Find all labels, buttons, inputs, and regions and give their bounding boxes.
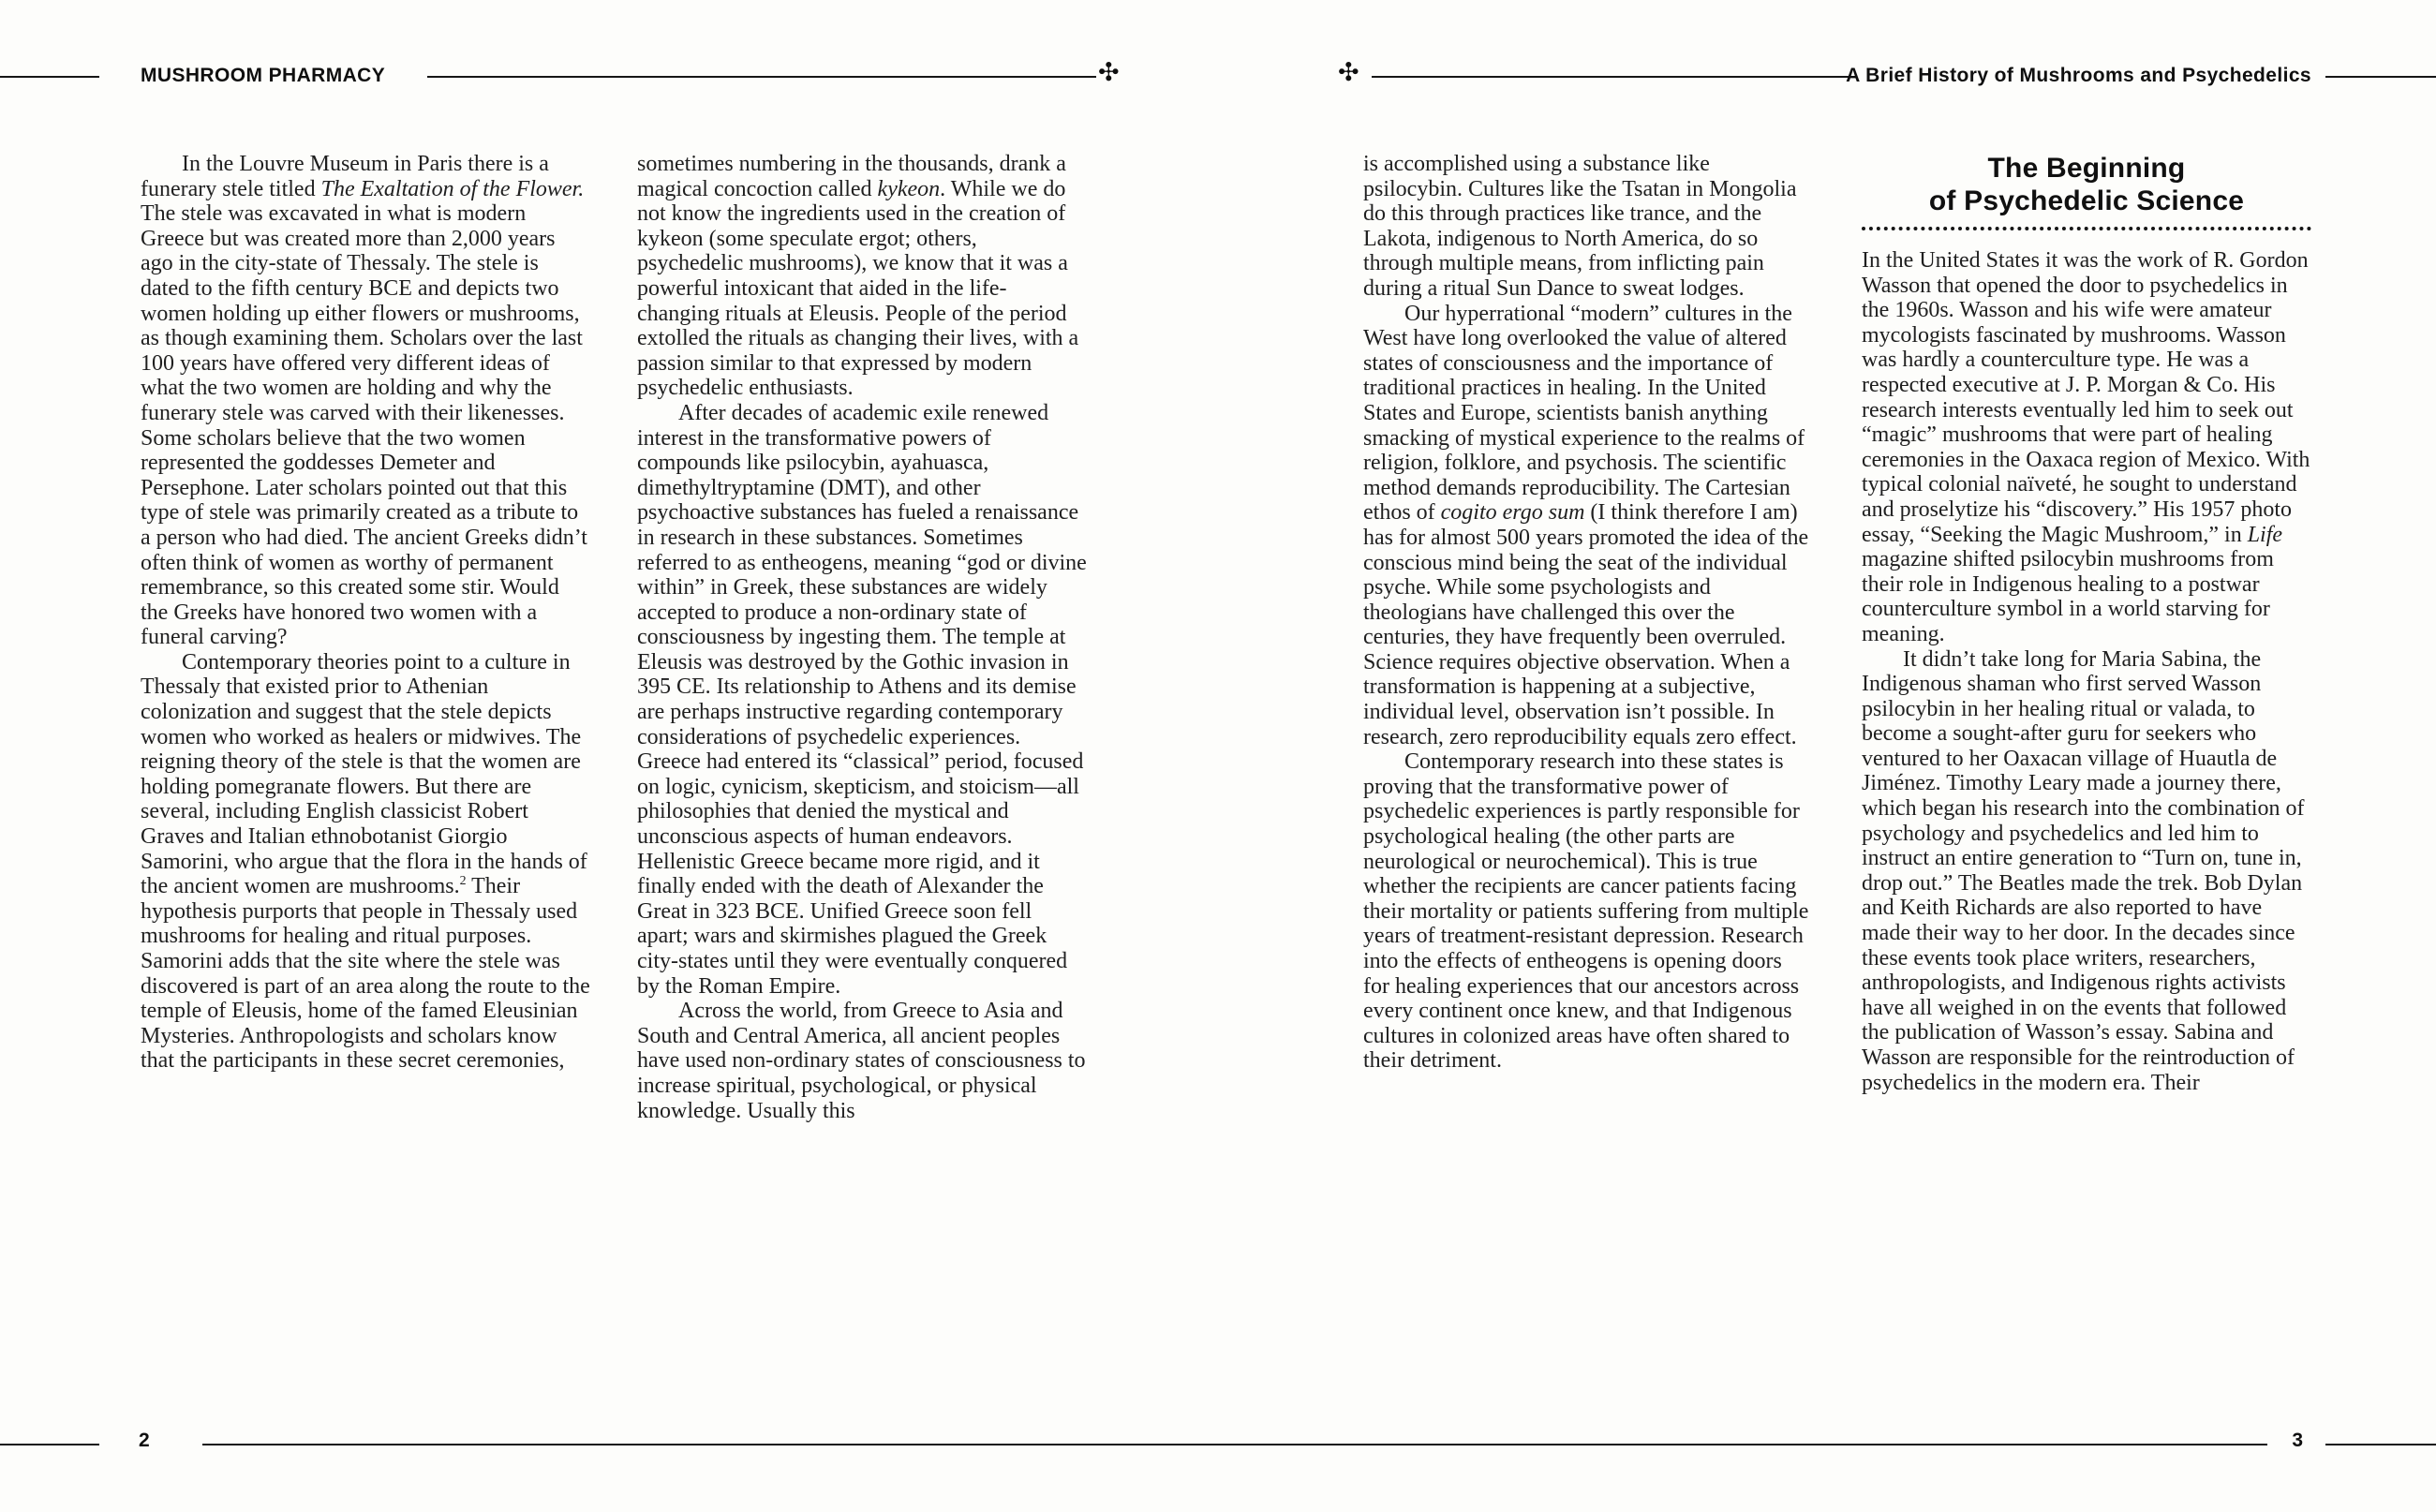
paragraph: Contemporary research into these states is proving that the transformative power of psychedelic experiences is partly responsible for psychological healing (the other parts are neurological or neurochemical). This is true whether the recipients are cancer patients facing their mortality or patients suffering from multiple years of treatment-resistant depression. Research into the effects of entheogens is opening doors for healing experiences that our ancestors across every continent once knew, and that Indigenous cultures in colonized areas have often shared to their detriment. (1363, 749, 1809, 1074)
text-column-4 (1862, 152, 2311, 1095)
paragraph: In the United States it was the work of R. Gordon Wasson that opened the door to psychedelics in the 1960s. Wasson and his wife were amateur mycologists fascinated by mushrooms. Wasson was hardly a counterculture type. He was a respected executive at J. P. Morgan & Co. His research interests eventually led him to seek out “magic” mushrooms that were part of healing ceremonies in the Oaxaca region of Mexico. With typical colonial naïveté, he sought to understand and proselytize his “discovery.” His 1957 photo essay, “Seeking the Magic Mushroom,” in Life magazine shifted psilocybin mushrooms from their role in Indigenous healing to a postwar counterculture symbol in a world starving for meaning. (1862, 248, 2310, 646)
text-column-4-body (1862, 248, 2311, 1095)
header-rule-right-edge (2325, 76, 2436, 78)
running-head-right: A Brief History of Mushrooms and Psychedelics (1846, 65, 2311, 86)
section-heading-line1: The Beginning (1987, 153, 2186, 184)
fleuron-ornament-icon: ✣ (1338, 58, 1359, 87)
text-column-2 (637, 152, 1087, 1123)
text-column-3 (1363, 152, 1813, 1074)
header-rule-left-edge (0, 76, 99, 78)
page-number-right: 3 (2292, 1430, 2303, 1451)
paragraph: Our hyperrational “modern” cultures in the West have long overlooked the value of altered states of consciousness and the importance of traditional practices in healing. In the United States and Europe, scientists banish anything smacking of mystical experience to the realms of religion, folklore, and psychosis. The scientific method demands reproducibility. The Cartesian ethos of cogito ergo sum (I think therefore I am) has for almost 500 years promoted the idea of the conscious mind being the seat of the individual psyche. While some psychologists and theologians have challenged this over the centuries, they have frequently been overruled. Science requires objective observation. When a transformation is happening at a subjective, individual level, observation isn’t possible. In research, zero reproducibility equals zero effect. (1363, 301, 1809, 749)
text-column-1 (141, 152, 590, 1074)
paragraph: Contemporary theories point to a culture in Thessaly that existed prior to Athenian colonization and suggest that the stele depicts women who worked as healers or midwives. The reigning theory of the stele is that the women are holding pomegranate flowers. But there are several, including English classicist Robert Graves and Italian ethnobotanist Giorgio Samorini, who argue that the flora in the hands of the ancient women are mushrooms.$^2$ Their hypothesis purports that people in Thessaly used mushrooms for healing and ritual purposes. Samorini adds that the site where the stele was discovered is part of an area along the route to the temple of Eleusis, home of the famed Eleusinian Mysteries. Anthropologists and scholars know that the participants in these secret ceremonies, (141, 649, 590, 1074)
section-heading-line2: of Psychedelic Science (1928, 185, 2245, 216)
header-rule-left-mid (427, 76, 1096, 78)
dotted-divider (1862, 227, 2311, 230)
running-head-left: MUSHROOM PHARMACY (141, 65, 386, 86)
page-number-left: 2 (139, 1430, 150, 1451)
footer-rule-right-edge (2325, 1444, 2436, 1445)
footer-rule-left-edge (0, 1444, 99, 1445)
paragraph: After decades of academic exile renewed interest in the transformative powers of compounds like psilocybin, ayahuasca, dimethyltryptamine (DMT), and other psychoactive substances has fueled a renaissance in research in these substances. Sometimes referred to as entheogens, meaning “god or divine within” in Greek, these substances are widely accepted to produce a non-ordinary state of consciousness by ingesting them. The temple at Eleusis was destroyed by the Gothic invasion in 395 CE. Its relationship to Athens and its demise are perhaps instructive regarding contemporary considerations of psychedelic experiences. Greece had entered its “classical” period, focused on logic, cynicism, skepticism, and stoicism—all philosophies that denied the mystical and unconscious aspects of human endeavors. Hellenistic Greece became more rigid, and it finally ended with the death of Alexander the Great in 323 BCE. Unified Greece soon fell apart; wars and skirmishes plagued the Greek city-states until they were eventually conquered by the Roman Empire. (637, 400, 1087, 999)
paragraph: It didn’t take long for Maria Sabina, the Indigenous shaman who first served Wasson psilocybin in her healing ritual or valada, to become a sought-after guru for seekers who ventured to her Oaxacan village of Huautla de Jiménez. Timothy Leary made a journey there, which began his research into the combination of psychology and psychedelics and led him to instruct an entire generation to “Turn on, tune in, drop out.” The Beatles made the trek. Bob Dylan and Keith Richards are also reported to have made their way to her door. In the decades since these events took place writers, researchers, anthropologists, and Indigenous rights activists have all weighed in on the events that followed the publication of Wasson’s essay. Sabina and Wasson are responsible for the reintroduction of psychedelics in the modern era. Their (1862, 646, 2305, 1095)
section-heading (1862, 152, 2311, 217)
paragraph: sometimes numbering in the thousands, drank a magical concoction called kykeon. While we do not know the ingredients used in the creation of kykeon (some speculate ergot; others, psychedelic mushrooms), we know that it was a powerful intoxicant that aided in the life-changing rituals at Eleusis. People of the period extolled the rituals as changing their lives, with a passion similar to that expressed by modern psychedelic enthusiasts. (637, 152, 1079, 401)
paragraph: is accomplished using a substance like psilocybin. Cultures like the Tsatan in Mongolia do this through practices like trance, and the Lakota, indigenous to North America, do so through multiple means, from inflicting pain during a ritual Sun Dance to sweat lodges. (1363, 152, 1797, 301)
header-rule-right-mid (1372, 76, 1851, 78)
fleuron-ornament-icon: ✣ (1098, 58, 1120, 87)
footer-rule-main (202, 1444, 2267, 1445)
paragraph: Across the world, from Greece to Asia and South and Central America, all ancient peoples have used non-ordinary states of consciousness to increase spiritual, psychological, or physical knowledge. Usually this (637, 999, 1086, 1123)
paragraph: In the Louvre Museum in Paris there is a funerary stele titled The Exaltation of the Flower. The stele was excavated in what is modern Greece but was created more than 2,000 years ago in the city-state of Thessaly. The stele is dated to the fifth century BCE and depicts two women holding up either flowers or mushrooms, as though examining them. Scholars over the last 100 years have offered very different ideas of what the two women are holding and why the funerary stele was carved with their likenesses. Some scholars believe that the two women represented the goddesses Demeter and Persephone. Later scholars pointed out that this type of stele was primarily created as a tribute to a person who had died. The ancient Greeks didn’t often think of women as worthy of permanent remembrance, so this created some stir. Would the Greeks have honored two women with a funeral carving? (141, 152, 587, 650)
